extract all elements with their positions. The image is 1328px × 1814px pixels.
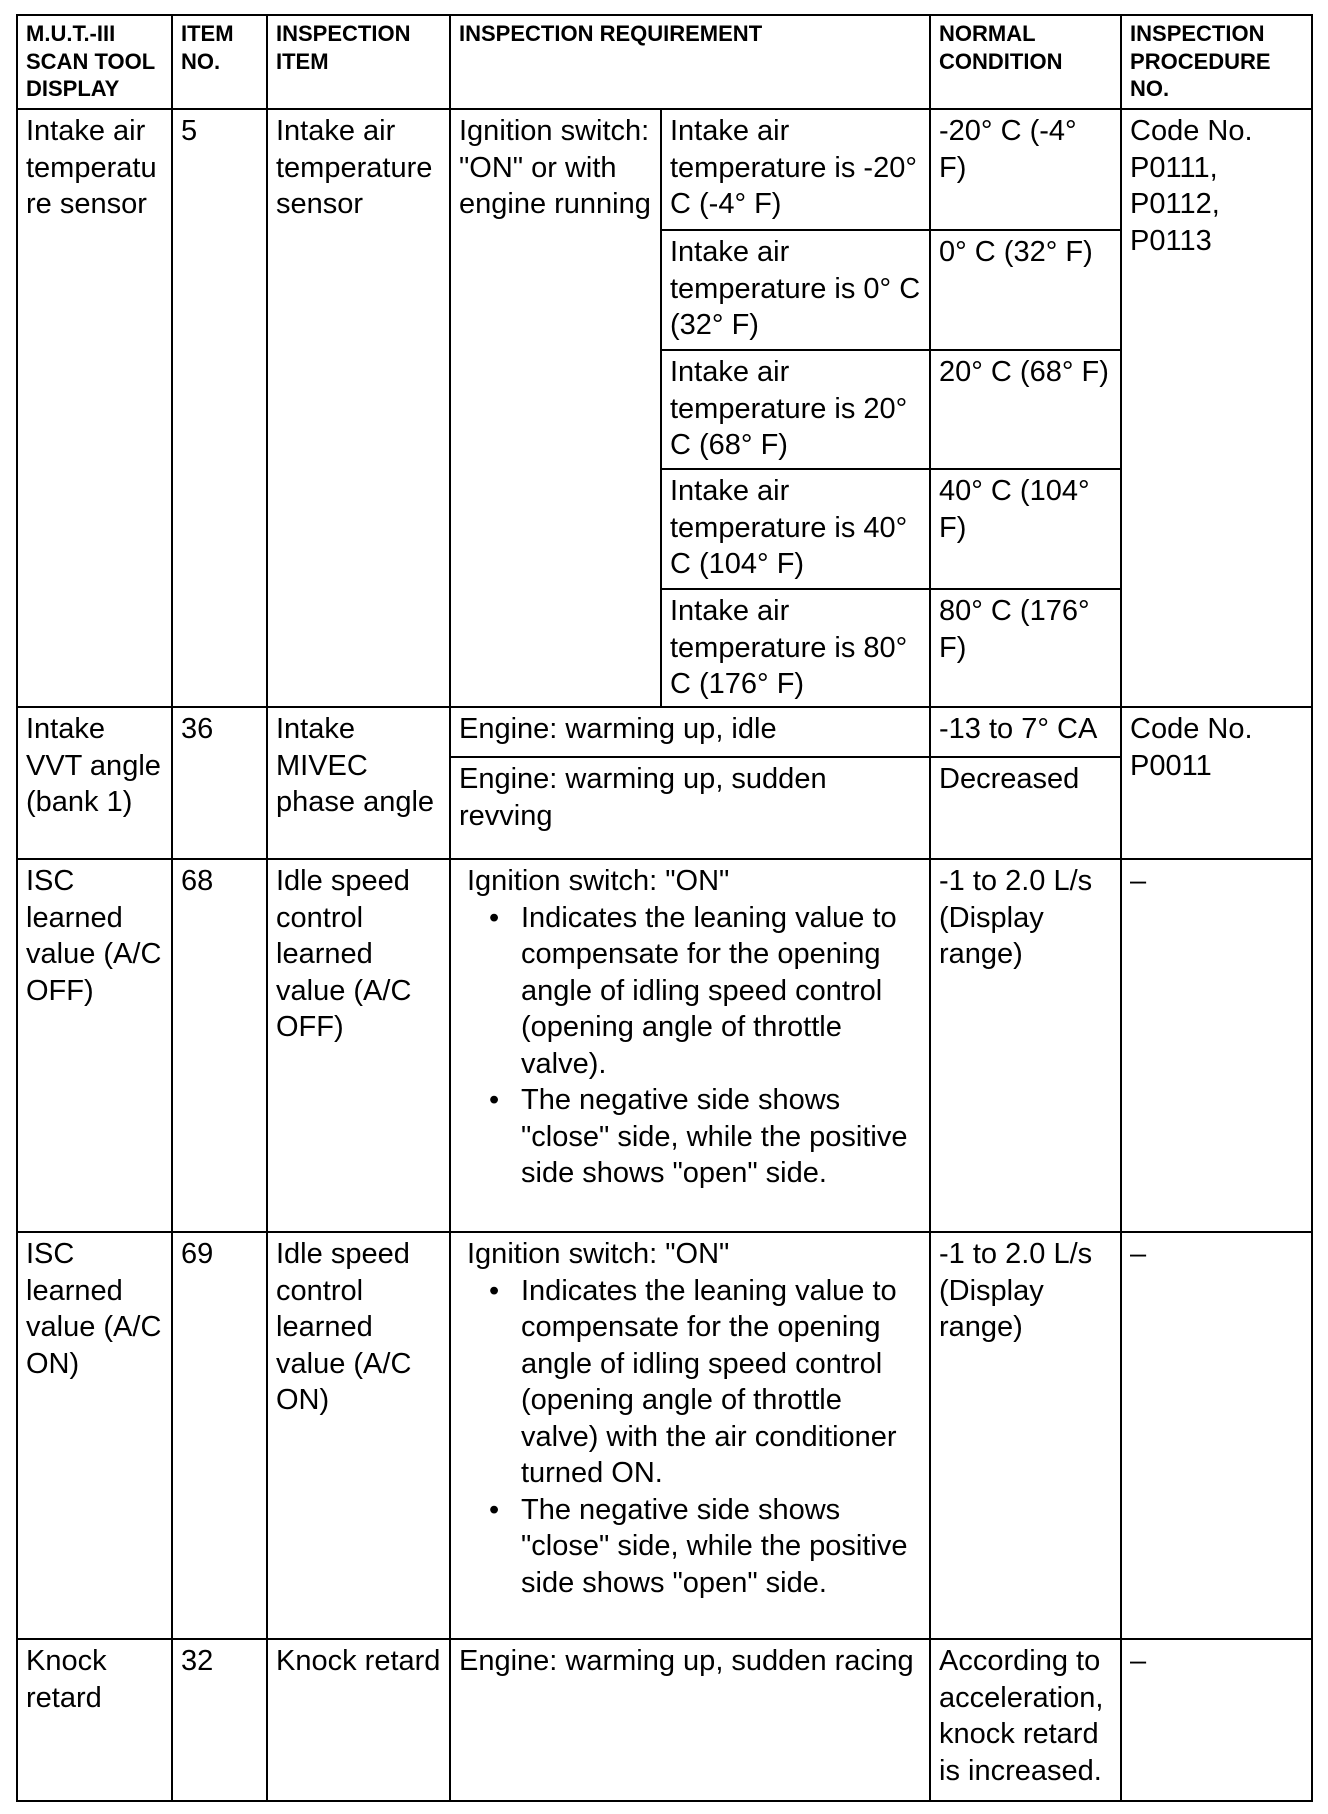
header-item-no: ITEM NO. [172,15,267,109]
isc-on-item: Idle speed control learned value (A/C ON) [267,1232,450,1639]
knock-item-no: 32 [172,1639,267,1801]
iat-display: Intake air temperatu re sensor [17,109,172,707]
isc-on-requirement-head: Ignition switch: "ON" [467,1238,730,1270]
list-item: • The negative side shows "close" side, while the positive side shows "open" side. [521,1082,921,1192]
header-row [17,15,1312,109]
isc-on-normal: -1 to 2.0 L/s (Display range) [930,1232,1121,1639]
table-row [17,109,1312,230]
isc-off-item-no: 68 [172,859,267,1232]
isc-off-requirement [450,859,930,1232]
iat-condition-requirement: Intake air temperature is 0° C (32° F) [661,230,930,350]
iat-procedure: Code No. P0111, P0112, P0113 [1121,109,1312,707]
vvt-item-no: 36 [172,707,267,859]
iat-condition-requirement: Intake air temperature is -20° C (-4° F) [661,109,930,230]
vvt-condition-requirement: Engine: warming up, sudden revving [450,757,930,859]
isc-on-procedure: – [1121,1232,1312,1639]
vvt-item: Intake MIVEC phase angle [267,707,450,859]
isc-off-normal: -1 to 2.0 L/s (Display range) [930,859,1121,1232]
iat-condition-normal: 80° C (176° F) [930,589,1121,707]
list-item: • Indicates the leaning value to compensate for the opening angle of idling speed control (opening angle of throttle valve) with the air conditioner turned ON. [521,1273,921,1492]
vvt-condition-requirement: Engine: warming up, idle [450,707,930,757]
header-inspection-requirement: INSPECTION REQUIREMENT [450,15,930,109]
isc-on-display: ISC learned value (A/C ON) [17,1232,172,1639]
isc-off-bullet-list [459,900,921,1192]
header-normal-condition: NORMAL CONDITION [930,15,1121,109]
table-row [17,859,1312,1232]
list-item: • Indicates the leaning value to compensate for the opening angle of idling speed control (opening angle of throttle valve). [521,900,921,1083]
iat-condition-normal: 0° C (32° F) [930,230,1121,350]
isc-off-display: ISC learned value (A/C OFF) [17,859,172,1232]
table-row [17,1232,1312,1639]
vvt-procedure: Code No. P0011 [1121,707,1312,859]
knock-normal: According to acceleration, knock retard is increased. [930,1639,1121,1801]
iat-requirement: Ignition switch: "ON" or with engine running [450,109,661,707]
iat-condition-normal: 20° C (68° F) [930,350,1121,469]
knock-display: Knock retard [17,1639,172,1801]
iat-condition-requirement: Intake air temperature is 20° C (68° F) [661,350,930,469]
iat-item-no: 5 [172,109,267,707]
isc-on-item-no: 69 [172,1232,267,1639]
vvt-condition-normal: Decreased [930,757,1121,859]
table-row [17,707,1312,757]
list-item: • The negative side shows "close" side, while the positive side shows "open" side. [521,1492,921,1602]
iat-condition-normal: 40° C (104° F) [930,469,1121,589]
isc-off-procedure: – [1121,859,1312,1232]
iat-item: Intake air temperature sensor [267,109,450,707]
iat-condition-requirement: Intake air temperature is 40° C (104° F) [661,469,930,589]
table-row [17,1639,1312,1801]
vvt-condition-normal: -13 to 7° CA [930,707,1121,757]
isc-on-bullet-list [459,1273,921,1602]
iat-condition-normal: -20° C (-4° F) [930,109,1121,230]
iat-condition-requirement: Intake air temperature is 80° C (176° F) [661,589,930,707]
inspection-table [16,14,1313,1802]
header-display: M.U.T.-III SCAN TOOL DISPLAY [17,15,172,109]
header-procedure-no: INSPECTION PROCEDURE NO. [1121,15,1312,109]
knock-requirement: Engine: warming up, sudden racing [450,1639,930,1801]
isc-off-requirement-head: Ignition switch: "ON" [467,865,730,897]
isc-on-requirement [450,1232,930,1639]
knock-item: Knock retard [267,1639,450,1801]
vvt-display: Intake VVT angle (bank 1) [17,707,172,859]
knock-procedure: – [1121,1639,1312,1801]
isc-off-item: Idle speed control learned value (A/C OFF) [267,859,450,1232]
header-inspection-item: INSPECTION ITEM [267,15,450,109]
